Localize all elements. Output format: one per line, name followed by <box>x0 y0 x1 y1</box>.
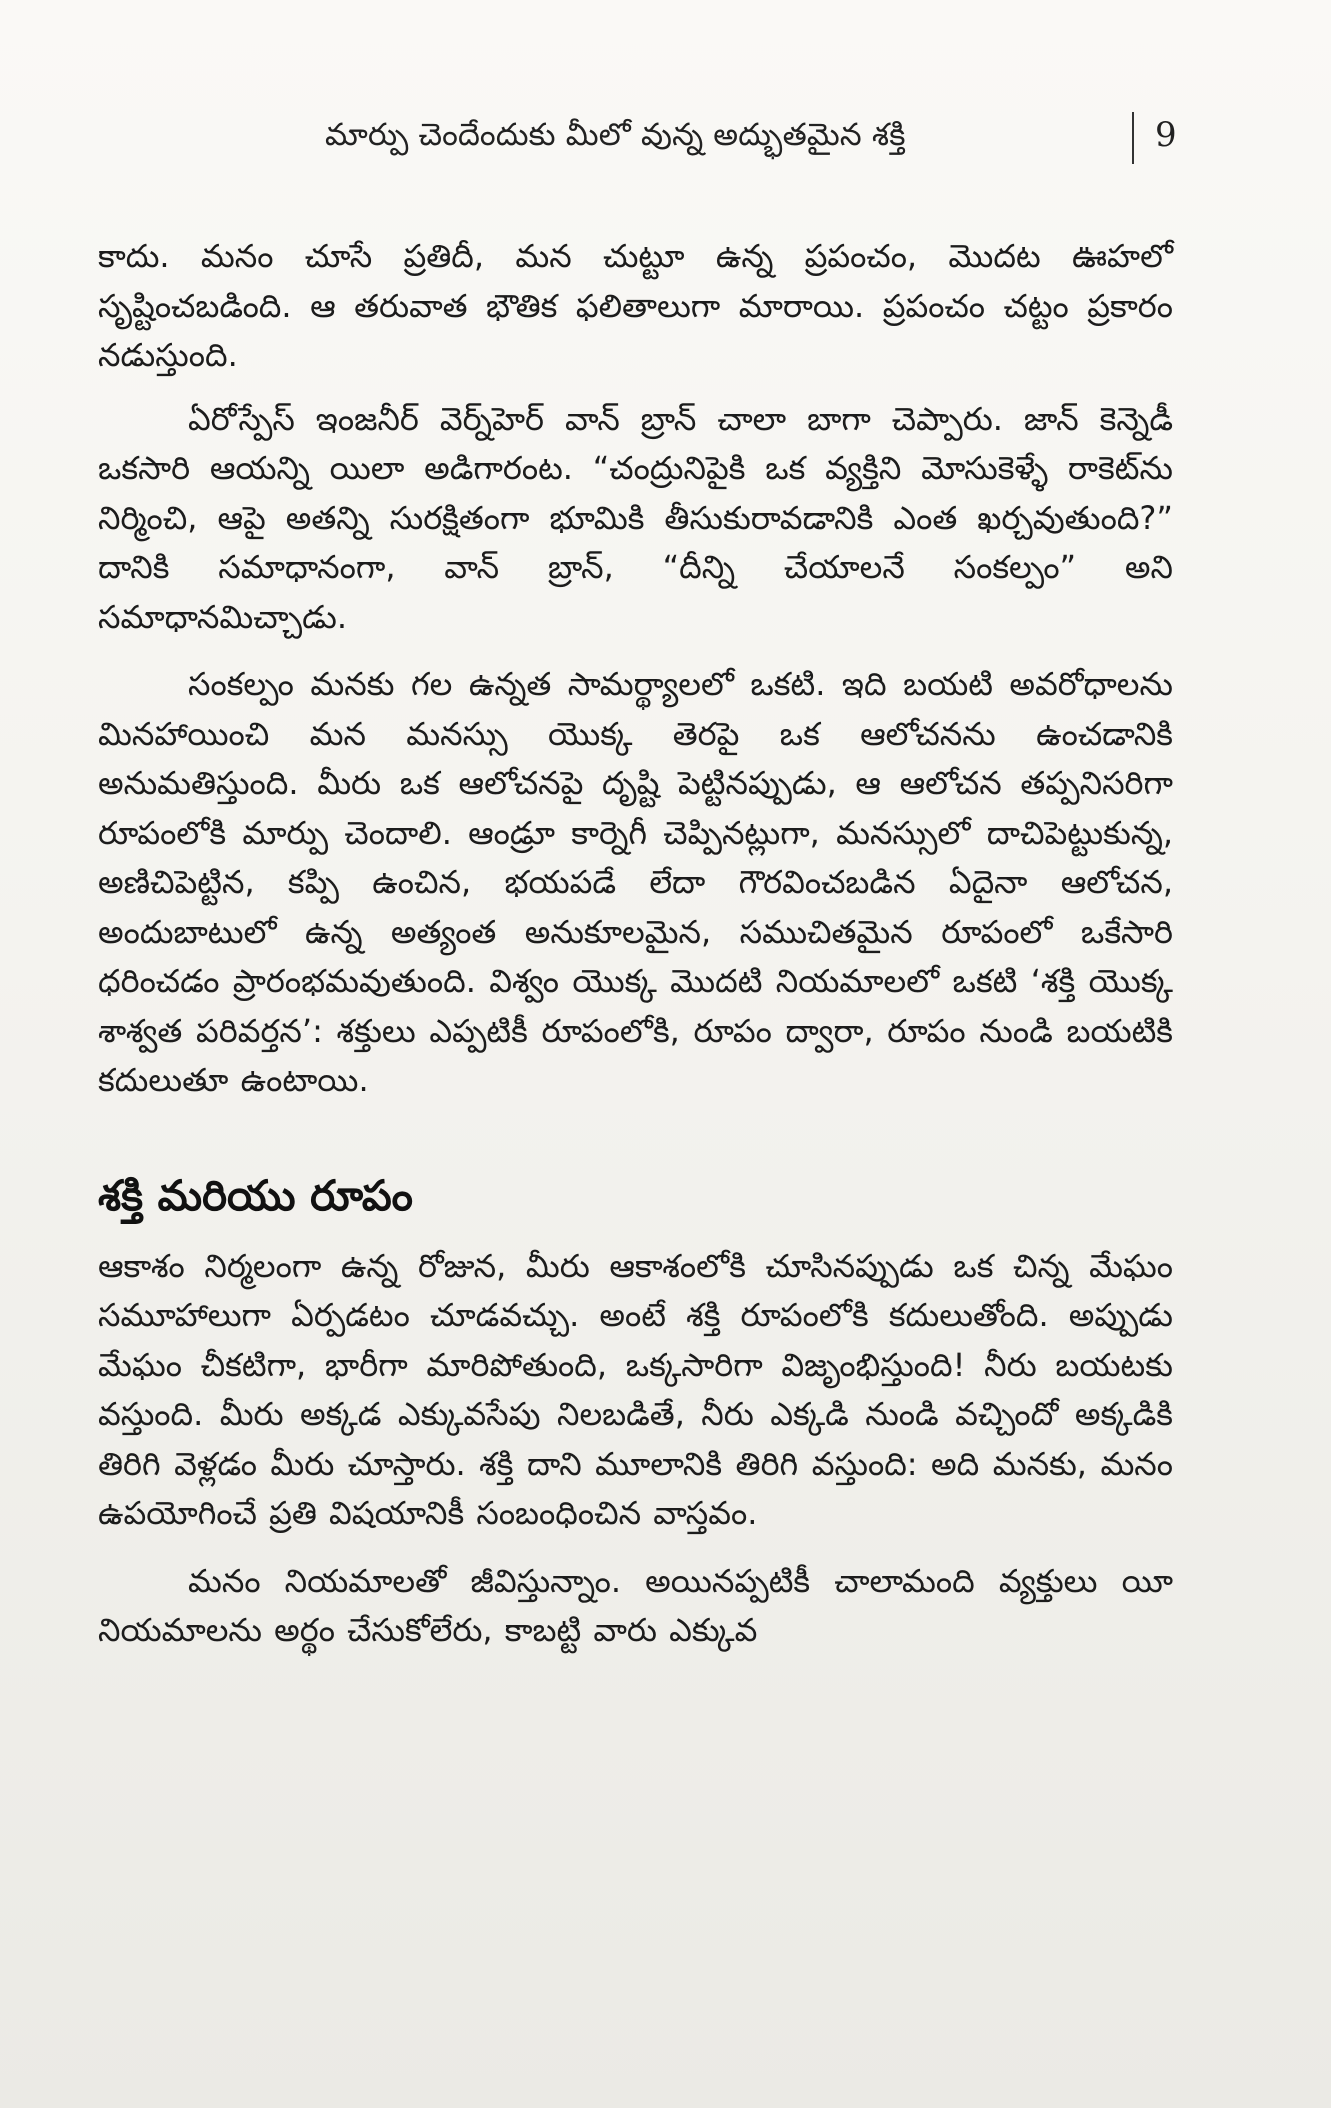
paragraph-laws: మనం నియమాలతో జీవిస్తున్నాం. అయినప్పటికీ చాలామంది వ్యక్తులు యీ నియమాలను అర్థం చేసుకోలేరు, కాబట్టి వారు ఎక్కువ <box>98 1561 1173 1649</box>
running-title: మార్పు చెందేందుకు మీలో వున్న అద్భుతమైన శక్తి <box>325 117 906 153</box>
paragraph-von-braun: ఏరోస్పేస్ ఇంజనీర్ వెర్న్‌హెర్ వాన్ బ్రాన్ చాలా బాగా చెప్పారు. జాన్ కెన్నెడీ ఒకసారి ఆయన్ని యిలా అడిగారంట. “చంద్రునిపైకి ఒక వ్యక్తిని మోసుకెళ్ళే రాకెట్‌ను నిర్మించి, ఆపై అతన్ని సురక్షితంగా భూమికి తీసుకురావడానికి ఎంత ఖర్చవుతుంది?” దానికి సమాధానంగా, వాన్ బ్రాన్, “దీన్ని చేయాలనే సంకల్పం” అని సమాధానమిచ్చాడు. <box>98 399 1173 636</box>
paragraph-cloud: ఆకాశం నిర్మలంగా ఉన్న రోజున, మీరు ఆకాశంలోకి చూసినప్పుడు ఒక చిన్న మేఘం సమూహాలుగా ఏర్పడటం చూడవచ్చు. అంటే శక్తి రూపంలోకి కదులుతోంది. అప్పుడు మేఘం చీకటిగా, భారీగా మారిపోతుంది, ఒక్కసారిగా విజృంభిస్తుంది! నీరు బయటకు వస్తుంది. మీరు అక్కడ ఎక్కువసేపు నిలబడితే, నీరు ఎక్కడి నుండి వచ్చిందో అక్కడికి తిరిగి వెళ్లడం మీరు చూస్తారు. శక్తి దాని మూలానికి తిరిగి వస్తుంది: అది మనకు, మనం ఉపయోగించే ప్రతి విషయానికీ సంబంధించిన వాస్తవం. <box>98 1246 1173 1532</box>
paragraph-continued: కాదు. మనం చూసే ప్రతిదీ, మన చుట్టూ ఉన్న ప్రపంచం, మొదట ఊహలో సృష్టించబడింది. ఆ తరువాత భౌతిక ఫలితాలుగా మారాయి. ప్రపంచం చట్టం ప్రకారం నడుస్తుంది. <box>98 237 1173 374</box>
page-body <box>98 232 1173 1670</box>
header-divider <box>1132 112 1134 164</box>
page-number: 9 <box>1155 115 1177 155</box>
paragraph-willpower: సంకల్పం మనకు గల ఉన్నత సామర్థ్యాలలో ఒకటి. ఇది బయటి అవరోధాలను మినహాయించి మన మనస్సు యొక్క తెరపై ఒక ఆలోచనను ఉంచడానికి అనుమతిస్తుంది. మీరు ఒక ఆలోచనపై దృష్టి పెట్టినప్పుడు, ఆ ఆలోచన తప్పనిసరిగా రూపంలోకి మార్పు చెందాలి. ఆండ్రూ కార్నెగీ చెప్పినట్లుగా, మనస్సులో దాచిపెట్టుకున్న, అణిచిపెట్టిన, కప్పి ఉంచిన, భయపడే లేదా గౌరవించబడిన ఏదైనా ఆలోచన, అందుబాటులో ఉన్న అత్యంత అనుకూలమైన, సముచితమైన రూపంలో ఒకేసారి ధరించడం ప్రారంభమవుతుంది. విశ్వం యొక్క మొదటి నియమాలలో ఒకటి ‘శక్తి యొక్క శాశ్వత పరివర్తన’: శక్తులు ఎప్పటికీ రూపంలోకి, రూపం ద్వారా, రూపం నుండి బయటికి కదులుతూ ఉంటాయి. <box>98 665 1173 1099</box>
section-heading: శక్తి మరియు రూపం <box>98 1170 413 1220</box>
running-header <box>0 110 1331 160</box>
